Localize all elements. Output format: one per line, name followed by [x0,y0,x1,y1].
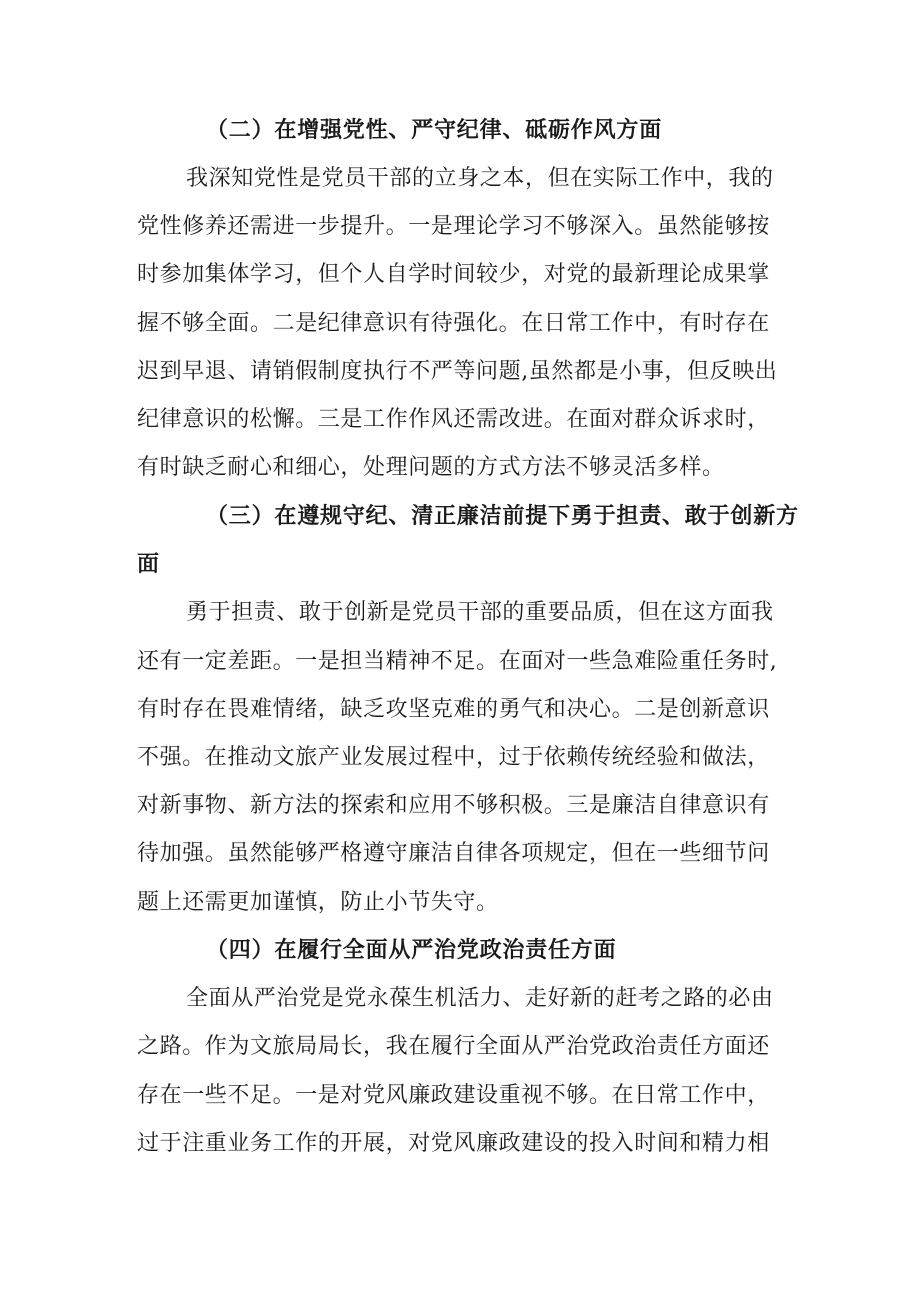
section-heading: （二）在增强党性、严守纪律、砥砺作风方面 [206,118,663,143]
paragraph-line: 时参加集体学习，但个人自学时间较少，对党的最新理论成果掌 [137,262,770,287]
paragraph-line: 题上还需更加谨慎，防止小节失守。 [137,890,499,915]
paragraph-line: 有时存在畏难情绪，缺乏攻坚克难的勇气和决心。二是创新意识 [137,697,770,722]
section-heading: （四）在履行全面从严治党政治责任方面 [206,938,617,963]
paragraph-line: 有时缺乏耐心和细心，处理问题的方式方法不够灵活多样。 [137,455,725,480]
section-heading: （三）在遵规守纪、清正廉洁前提下勇于担责、敢于创新方 [206,504,799,529]
paragraph-line: 存在一些不足。一是对党风廉政建设重视不够。在日常工作中， [137,1083,770,1108]
paragraph-line: 还有一定差距。一是担当精神不足。在面对一些急难险重任务时, [137,649,778,674]
paragraph-line: 党性修养还需进一步提升。一是理论学习不够深入。虽然能够按 [137,214,770,239]
paragraph-line: 过于注重业务工作的开展，对党风廉政建设的投入时间和精力相 [137,1131,770,1156]
paragraph-line: 勇于担责、敢于创新是党员干部的重要品质，但在这方面我 [186,600,774,625]
paragraph-line: 不强。在推动文旅产业发展过程中，过于依赖传统经验和做法， [137,745,770,770]
paragraph-line: 迟到早退、请销假制度执行不严等问题,虽然都是小事，但反映出 [137,359,778,384]
paragraph-line: 我深知党性是党员干部的立身之本，但在实际工作中，我的 [186,166,774,191]
paragraph-line: 纪律意识的松懈。三是工作作风还需改进。在面对群众诉求时， [137,407,770,432]
paragraph-line: 待加强。虽然能够严格遵守廉洁自律各项规定，但在一些细节问 [137,841,770,866]
paragraph-line: 对新事物、新方法的探索和应用不够积极。三是廉洁自律意识有 [137,793,770,818]
section-heading-continued: 面 [137,552,160,577]
paragraph-line: 握不够全面。二是纪律意识有待强化。在日常工作中，有时存在 [137,311,770,336]
paragraph-line: 之路。作为文旅局局长，我在履行全面从严治党政治责任方面还 [137,1034,770,1059]
paragraph-line: 全面从严治党是党永葆生机活力、走好新的赶考之路的必由 [186,986,774,1011]
